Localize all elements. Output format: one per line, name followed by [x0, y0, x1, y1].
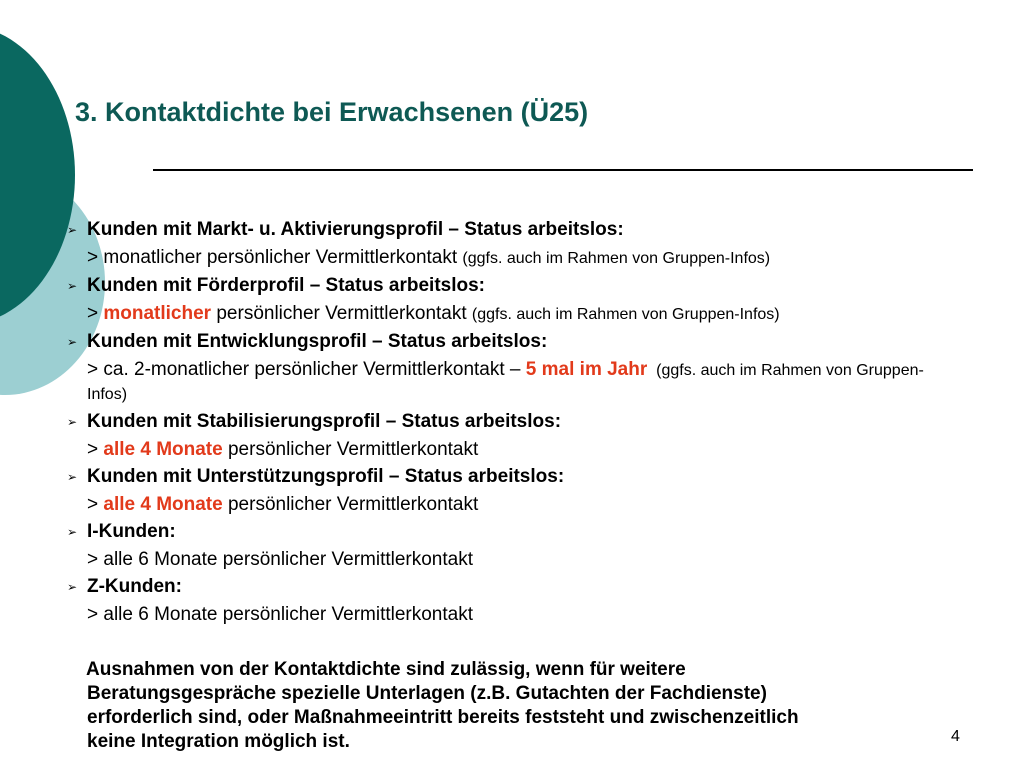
- bullet-item: [66, 273, 966, 329]
- bullet-item: [66, 519, 966, 574]
- detail-note: (ggfs. auch im Rahmen von Gruppen-Infos): [471, 306, 780, 323]
- arrow-bullet-icon: ➢: [67, 223, 78, 237]
- bullet-heading-text: Kunden mit Markt- u. Aktivierungsprofil – Status arbeitslos:: [87, 219, 624, 240]
- detail-highlight: alle 4 Monate: [103, 494, 223, 515]
- arrow-bullet-icon: ➢: [67, 525, 78, 539]
- detail-text: monatlicher persönlicher Vermittlerkontakt: [103, 247, 463, 268]
- detail-note: (ggfs. auch im Rahmen von Gruppen-Infos): [462, 250, 771, 267]
- bullet-heading: [66, 409, 966, 435]
- bullet-heading-text: Kunden mit Entwicklungsprofil – Status arbeitslos:: [87, 331, 548, 352]
- bullet-item: [66, 574, 966, 629]
- note-line: erforderlich sind, oder Maßnahmeeintritt bereits feststeht und zwischenzeitlich: [87, 707, 799, 728]
- bullet-item: [66, 329, 966, 409]
- detail-highlight: monatlicher: [103, 303, 212, 324]
- bullet-detail: [66, 299, 966, 329]
- note-line: keine Integration möglich ist.: [87, 731, 350, 752]
- bullet-heading: [66, 574, 966, 600]
- bullet-list: [66, 217, 966, 629]
- note-line: Beratungsgespräche spezielle Unterlagen (z.B. Gutachten der Fachdienste): [87, 683, 767, 704]
- bullet-heading-text: Z-Kunden:: [87, 576, 182, 597]
- exceptions-note: [80, 658, 965, 754]
- detail-prefix: >: [87, 303, 104, 324]
- bullet-heading-text: Kunden mit Förderprofil – Status arbeitslos:: [87, 275, 485, 296]
- bullet-detail: [66, 355, 947, 409]
- bullet-detail: [66, 545, 966, 574]
- bullet-heading-text: Kunden mit Stabilisierungsprofil – Status arbeitslos:: [87, 411, 562, 432]
- detail-highlight: 5 mal im Jahr: [525, 359, 648, 380]
- detail-prefix: >: [87, 604, 104, 625]
- detail-text: persönlicher Vermittlerkontakt: [222, 494, 479, 515]
- bullet-item: [66, 464, 966, 519]
- detail-note: (ggfs. auch im Rahmen von Gruppen-Infos): [87, 362, 924, 403]
- detail-text: alle 6 Monate persönlicher Vermittlerkontakt: [103, 604, 474, 625]
- bullet-heading: [66, 217, 966, 243]
- detail-text: ca. 2-monatlicher persönlicher Vermittlerkontakt –: [103, 359, 526, 380]
- bullet-item: [66, 217, 966, 273]
- bullet-detail: [66, 243, 966, 273]
- detail-text: persönlicher Vermittlerkontakt: [222, 439, 479, 460]
- bullet-detail: [66, 435, 966, 464]
- slide-title: 3. Kontaktdichte bei Erwachsenen (Ü25): [75, 97, 589, 127]
- bullet-detail: [66, 600, 966, 629]
- note-line: Ausnahmen von der Kontaktdichte sind zulässig, wenn für weitere: [86, 659, 686, 680]
- detail-highlight: alle 4 Monate: [103, 439, 223, 460]
- arrow-bullet-icon: ➢: [67, 279, 78, 293]
- detail-prefix: >: [87, 247, 104, 268]
- bullet-heading: [66, 273, 966, 299]
- arrow-bullet-icon: ➢: [67, 335, 78, 349]
- arrow-bullet-icon: ➢: [67, 580, 78, 594]
- bullet-heading: [66, 464, 966, 490]
- bullet-heading: [66, 519, 966, 545]
- detail-prefix: >: [87, 359, 104, 380]
- detail-text: alle 6 Monate persönlicher Vermittlerkontakt: [103, 549, 474, 570]
- detail-text: persönlicher Vermittlerkontakt: [211, 303, 472, 324]
- bullet-heading: [66, 329, 966, 355]
- detail-prefix: >: [87, 494, 104, 515]
- bullet-item: [66, 409, 966, 464]
- detail-prefix: >: [87, 549, 104, 570]
- bullet-detail: [66, 490, 966, 519]
- detail-prefix: >: [87, 439, 104, 460]
- title-underline: [153, 169, 973, 171]
- arrow-bullet-icon: ➢: [67, 415, 78, 429]
- page-number: 4: [951, 728, 960, 745]
- bullet-heading-text: Kunden mit Unterstützungsprofil – Status arbeitslos:: [87, 466, 565, 487]
- arrow-bullet-icon: ➢: [67, 470, 78, 484]
- bullet-heading-text: I-Kunden:: [87, 521, 176, 542]
